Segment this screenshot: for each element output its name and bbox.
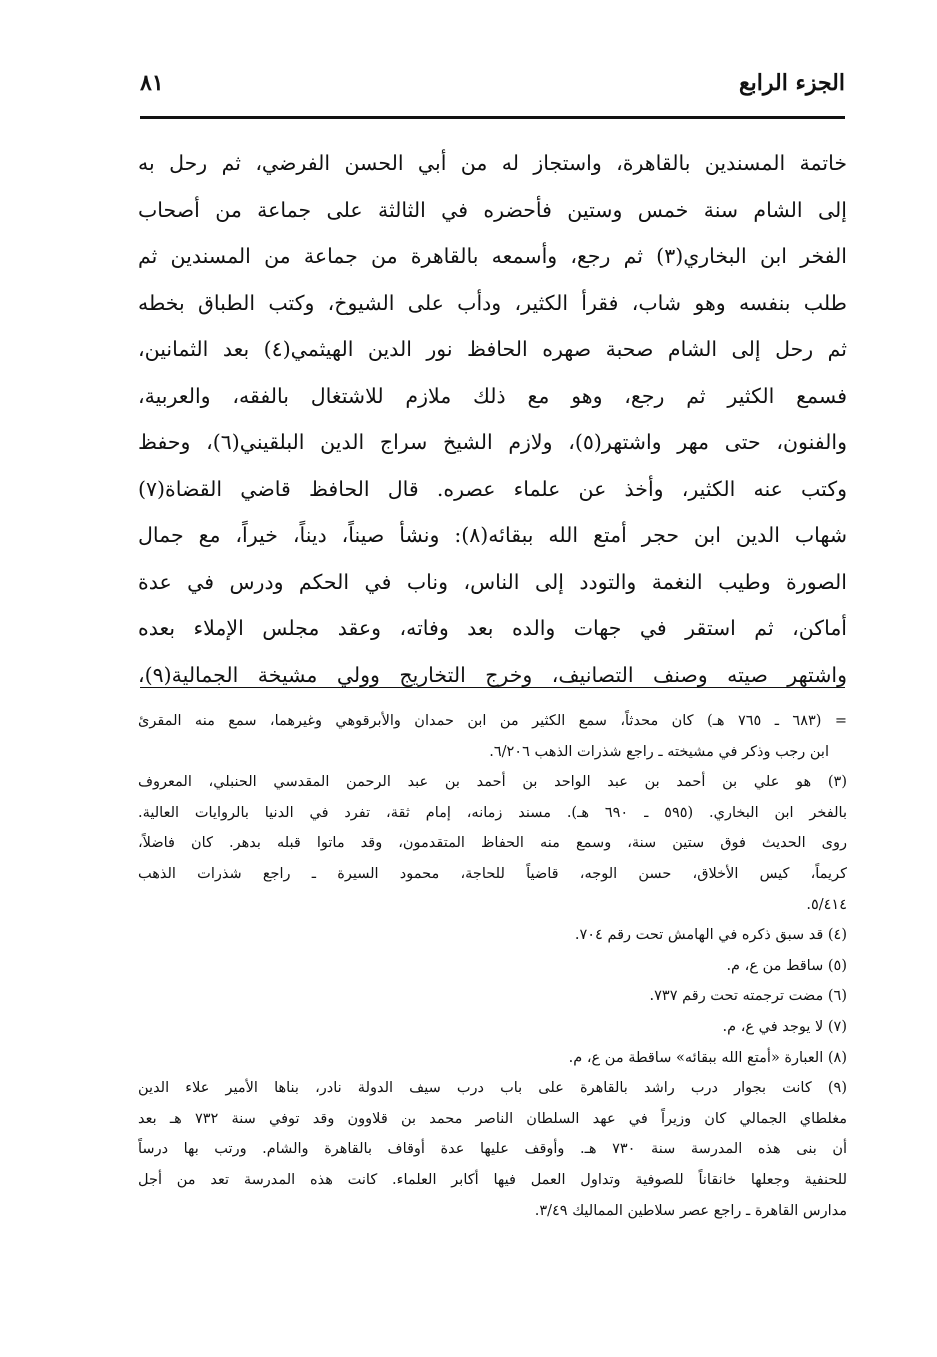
footnote-line: مغلطاي الجمالي كان وزيراً في عهد السلطان الناصر محمد بن قلاوون وقد توفي سنة ٧٣٢ هـ بعد [138,1110,847,1127]
text-line: الصورة وطيب النغمة والتودد إلى الناس، وناب في الحكم ودرس في عدة [138,569,847,594]
footnote-line: ٥/٤١٤. [806,896,847,913]
text-line: الفخر ابن البخاري(٣) ثم رجع، وأسمعه بالقاهرة من جماعة من المسندين ثم [138,244,847,268]
footnote-line: كريماً، كيس الأخلاق، حسن الوجه، قاضياً للحاجة، محمود السيرة ـ راجع شذرات الذهب [138,865,847,882]
text-line: فسمع الكثير ثم رجع، وهو مع ذلك ملازم للاشتغال بالفقه، والعربية، [138,383,847,408]
footnote-separator [140,687,845,688]
footnote-line: = (٦٨٣ ـ ٧٦٥ هـ) كان محدثاً، سمع الكثير من ابن حمدان والأبرقوهي وغيرهما، سمع منه المقرئ [138,713,847,729]
footnote-line: (٧) لا يوجد في ع، م. [722,1018,847,1035]
text-line: واشتهر صيته وصنف التصانيف، وخرج التخاريج وولي مشيخة الجمالية(٩)، [138,662,847,687]
footnote-line: للحنفية وجعلها خانقاناً للصوفية وتداول العمل فيها أكابر العلماء. كانت هذه المدرسة تعد من أجل [138,1171,847,1188]
text-line: إلى الشام سنة خمس وستين فأحضره في الثالثة على جماعة من أصحاب [138,197,847,222]
text-line: وكتب عنه الكثير، وأخذ عن علماء عصره. قال الحافظ قاضي القضاة(٧) [138,476,847,501]
text-line: خاتمة المسندين بالقاهرة، واستجاز له من أبي الحسن الفرضي، ثم رحل به [138,151,847,175]
footnote-line: (٦) مضت ترجمته تحت رقم ٧٣٧. [649,988,847,1005]
page-header [140,60,845,120]
footnote-line: روى الحديث فوق ستين سنة، وسمع منه الحفاظ المتقدمون، وقد ماتوا قبله بدهر. كان فاضلاً، [138,835,847,852]
page-number: ٨١ [140,70,164,96]
header-rule [140,116,845,119]
footnote-line: (٩) كانت بجوار درب راشد بالقاهرة على باب درب سيف الدولة نادر، بناها الأمير علاء الدين [138,1080,847,1097]
running-title: الجزء الرابع [738,70,845,96]
footnote-line: (٨) العبارة «أمتع الله ببقائه» ساقطة من ع، م. [568,1049,847,1066]
text-line: أماكن، ثم استقر في جهات والده بعد وفاته، وعقد مجلس الإملاء بعده [138,616,847,640]
footnote-line: بالفخر ابن البخاري. (٥٩٥ ـ ٦٩٠ هـ). مسند زمانه، إمام ثقة، تفرد في الدنيا بالروايات العالية. [138,804,847,821]
text-line: ثم رحل إلى الشام صحبة صهره الحافظ نور الدين الهيثمي(٤) بعد الثمانين، [138,337,847,361]
text-line: طلب بنفسه وهو شاب، فقرأ الكثير، ودأب على الشيوخ، وكتب الطباق بخطه [138,290,847,315]
text-line: شهاب الدين ابن حجر أمتع الله ببقائه(٨): ونشأ صيناً، ديناً، خيراً، مع جمال [138,523,847,547]
text-line: والفنون، حتى مهر واشتهر(٥)، ولازم الشيخ سراج الدين البلقيني(٦)، وحفظ [138,430,847,454]
footnote-line: مدارس القاهرة ـ راجع عصر سلاطين المماليك ٣/٤٩. [534,1202,847,1219]
footnote-line: أن بنى هذه المدرسة سنة ٧٣٠ هـ. وأوقف عليها عدة أوقاف بالقاهرة والشام. ورتب بها درساً [138,1141,847,1158]
footnotes [138,706,847,1226]
footnote-line: (٣) هو علي بن أحمد بن عبد الواحد بن أحمد بن عبد الرحمن المقدسي الحنبلي، المعروف [138,774,847,791]
footnote-line: ابن رجب وذكر في مشيخته ـ راجع شذرات الذهب ٦/٢٠٦. [489,743,829,760]
main-text [138,140,847,698]
footnote-line: (٥) ساقط من ع، م. [726,957,847,974]
footnote-line: (٤) قد سبق ذكره في الهامش تحت رقم ٧٠٤. [574,927,847,944]
